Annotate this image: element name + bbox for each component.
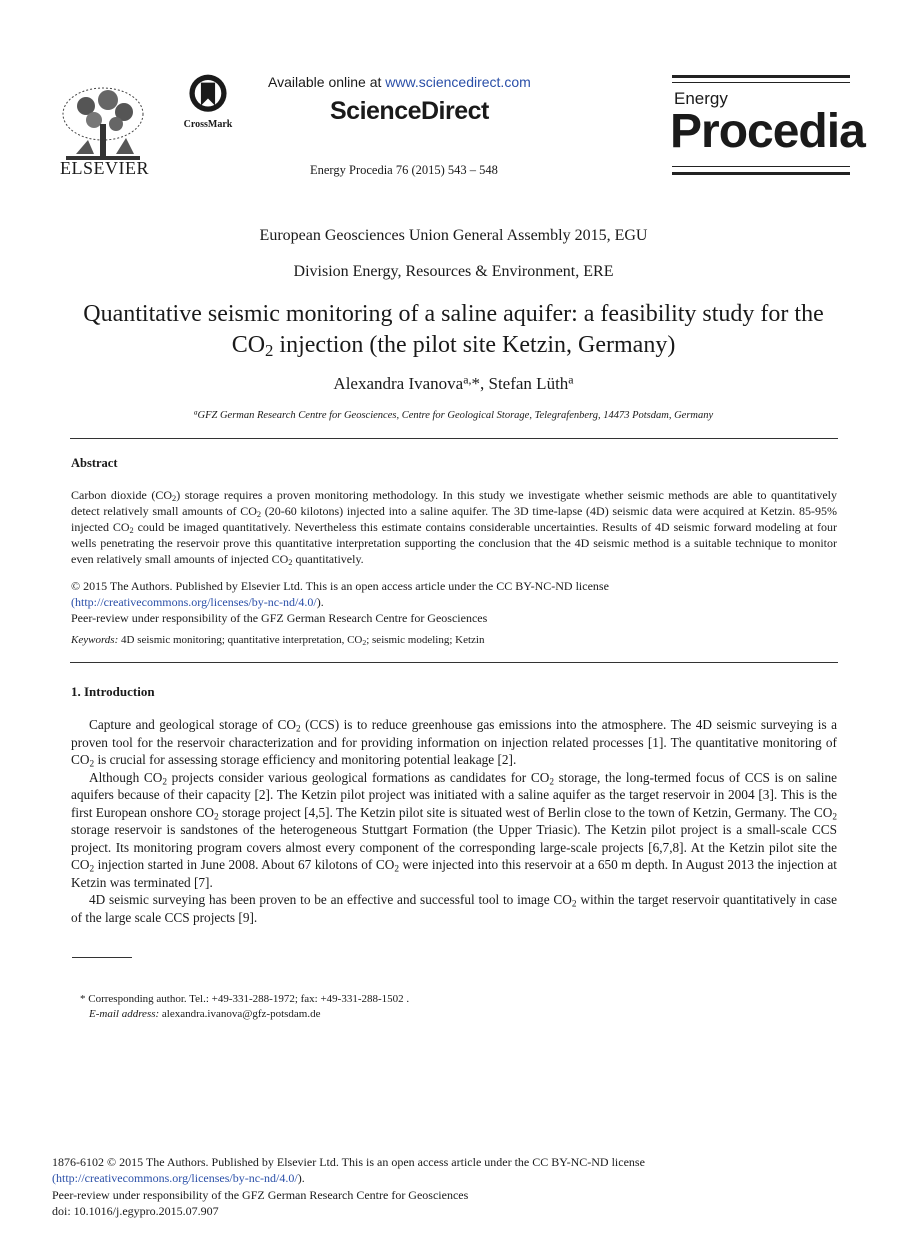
journal-rule-top2 <box>672 82 850 83</box>
author-name: Alexandra Ivanova <box>333 374 464 393</box>
author-list: Alexandra Ivanova$^{a,}$*, Stefan Lüth$^a$ <box>333 372 574 393</box>
license-link[interactable]: (http://creativecommons.org/licenses/by-nc-nd/4.0/ <box>71 595 317 609</box>
journal-name-small: Energy <box>674 89 728 108</box>
introduction-body <box>71 716 837 926</box>
crossmark-label: CrossMark <box>183 119 233 130</box>
journal-rule-bottom2 <box>672 172 850 175</box>
license-line: (http://creativecommons.org/licenses/by-nc-nd/4.0/). <box>71 595 324 609</box>
paragraph: 4D seismic surveying has been proven to be an effective and successful tool to image $CO_2$ within the target reservoir quantitatively in case of the large scale CCS projects [9]. <box>71 892 837 925</box>
keywords-line: Keywords: 4D seismic monitoring; quantitative interpretation, $CO_2$; seismic modeling; Ketzin <box>71 634 485 647</box>
doi[interactable]: doi: 10.1016/j.egypro.2015.07.907 <box>52 1203 219 1218</box>
journal-rule-top <box>672 75 850 78</box>
available-online-line: Available online at www.sciencedirect.com <box>268 74 531 90</box>
affiliation: $^a$GFZ German Research Centre for Geosciences, Centre for Geological Storage, Telegrafenberg, 14473 Potsdam, Germany <box>193 407 714 421</box>
sciencedirect-brand: ScienceDirect <box>330 97 489 125</box>
elsevier-wordmark: ELSEVIER <box>60 158 149 178</box>
paragraph: Capture and geological storage of $CO_2$ (CCS) is to reduce greenhouse gas emissions into the atmosphere. The 4D seismic surveying is a proven tool for the reservoir characterization and for providing information on injection related processes [1]. The quantitative monitoring of $CO_2$ is crucial for assessing storage efficiency and monitoring potential leakage [2]. <box>71 717 837 770</box>
author-name: Stefan Lüth <box>488 374 569 393</box>
paper-title: Quantitative seismic monitoring of a saline aquifer: a feasibility study for the $CO_2$ injection (the pilot site Ketzin, Germany) <box>83 301 824 361</box>
conference-line-2: Division Energy, Resources & Environment, ERE <box>293 263 614 280</box>
sciencedirect-link[interactable]: www.sciencedirect.com <box>385 74 531 90</box>
crossmark-icon[interactable] <box>182 72 234 118</box>
section-heading-introduction: 1. Introduction <box>71 684 155 699</box>
email-address[interactable]: alexandra.ivanova@gfz-potsdam.de <box>159 1008 321 1020</box>
journal-rule-bottom <box>672 166 850 167</box>
abstract-text: Carbon dioxide $(CO_2)$ storage requires a proven monitoring methodology. In this study we investigate whether seismic methods are able to quantitatively detect relatively small amounts of $CO_2$ (20-60 kilotons) injected into a saline aquifer. The 3D time-lapse (4D) seismic data were acquired at Ketzin. 85-95% injected $CO_2$ could be imaged quantitatively. Nevertheless this estimate contains considerable uncertainties. Results of 4D seismic forward modeling at four wells penetrating the reservoir prove this quantitative interpretation supporting the conclusion that the 4D seismic method is a suitable technique to monitor even relatively small amounts of injected $CO_2$ quantitatively. <box>71 488 838 568</box>
abstract-heading: Abstract <box>71 456 118 470</box>
divider-top <box>70 438 838 439</box>
page-footer: 1876-6102 © 2015 The Authors. Published by Elsevier Ltd. This is an open access article under the CC BY-NC-ND license (http://creativecommons.org/licenses/by-nc-nd/4.0/). Peer-review under responsibility of the GFZ German Research Centre for Geosciences doi: 10.1016/j.egypro.2015.07.907 <box>52 1154 852 1219</box>
corresponding-author-footnote: * Corresponding author. Tel.: +49-331-288-1972; fax: +49-331-288-1502 . E-mail address: alexandra.ivanova@gfz-potsdam.de <box>80 993 410 1020</box>
conference-line-1: European Geosciences Union General Assembly 2015, EGU <box>259 227 648 244</box>
divider-bottom <box>70 662 838 663</box>
paragraph: Although $CO_2$ projects consider various geological formations as candidates for $CO_2$ storage, the long-termed focus of CCS is on saline aquifers because of their capacity [2]. The Ketzin pilot project was initiated with a saline aquifer as the target reservoir in 2004 [3]. This is the first European onshore $CO_2$ storage project [4,5]. The Ketzin pilot site is situated west of Berlin close to the town of Ketzin, Germany. The $CO_2$ storage reservoir is sandstones of the heterogeneous Stuttgart Formation (the Upper Triasic). The Ketzin pilot project is a small-scale CCS project. Its monitoring program covers almost every component of the corresponding large-scale projects [6,7,8]. At the Ketzin pilot site the $CO_2$ injection started in June 2008. About 67 kilotons of $CO_2$ were injected into this reservoir at a 650 m depth. In August 2013 the injection at Ketzin was terminated [7]. <box>71 769 837 890</box>
journal-name-large: Procedia <box>670 105 865 158</box>
peer-review-line: Peer-review under responsibility of the GFZ German Research Centre for Geosciences <box>71 611 488 625</box>
footnote-rule <box>72 957 132 958</box>
footer-license-link[interactable]: (http://creativecommons.org/licenses/by-nc-nd/4.0/ <box>52 1171 298 1186</box>
copyright-line: © 2015 The Authors. Published by Elsevier Ltd. This is an open access article under the CC BY-NC-ND license <box>71 579 609 593</box>
journal-citation: Energy Procedia 76 (2015) 543 – 548 <box>310 163 498 177</box>
